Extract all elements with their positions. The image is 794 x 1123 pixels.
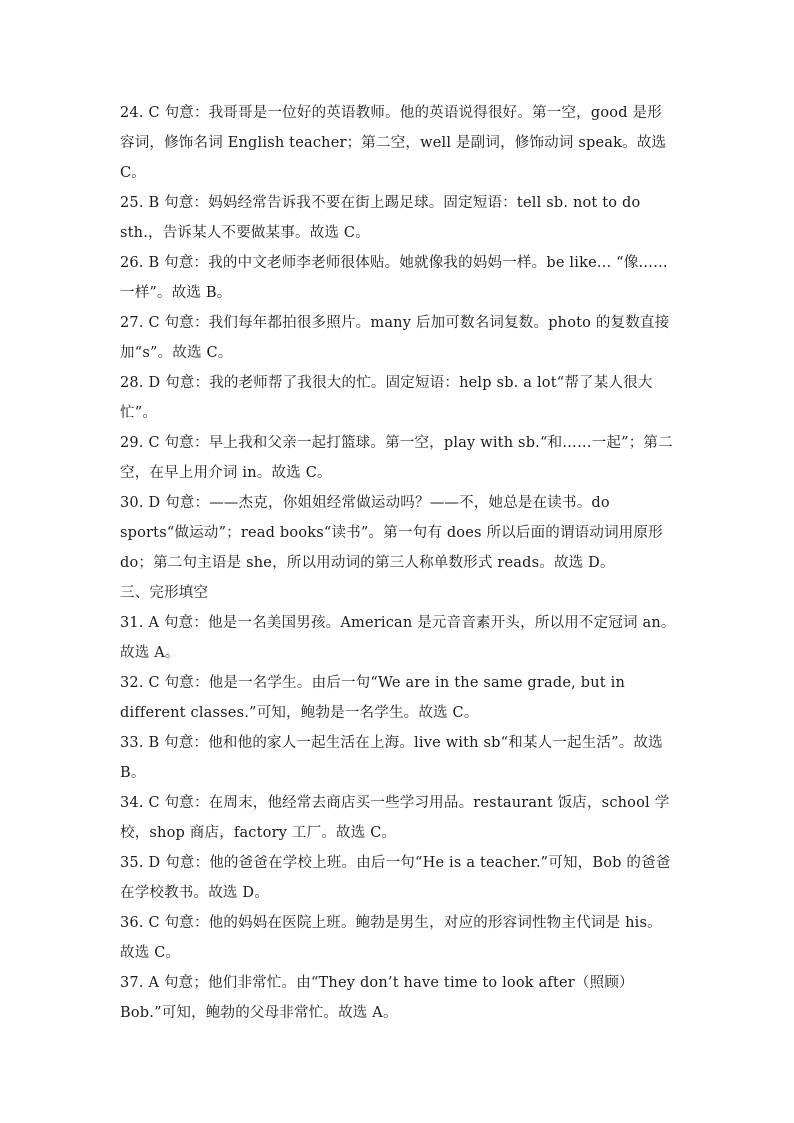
- answer-item-30: 30. D 句意：——杰克，你姐姐经常做运动吗？——不，她总是在读书。do sports“做运动”；read books“读书”。第一句有 does 所以后面的谓语动词用原形 do；第二句主语是 she，所以用动词的第三人称单数形式 reads。故选 D。: [120, 495, 663, 571]
- answer-document: [120, 98, 676, 1028]
- answer-item-32: 32. C 句意：他是一名学生。由后一句“We are in the same grade, but in different classes.”可知，鲍勃是一名学生。故选 C。: [120, 675, 626, 721]
- answer-item-29: 29. C 句意：早上我和父亲一起打篮球。第一空，play with sb.“和……一起”；第二空，在早上用介词 in。故选 C。: [120, 435, 673, 481]
- answer-item-27: 27. C 句意：我们每年都拍很多照片。many 后加可数名词复数。photo 的复数直接加“s”。故选 C。: [120, 315, 670, 361]
- answer-item-36: 36. C 句意：他的妈妈在医院上班。鲍勃是男生，对应的形容词性物主代词是 his。故选 C。: [120, 915, 662, 961]
- answer-item-34: 34. C 句意：在周末，他经常去商店买一些学习用品。restaurant 饭店，school 学校，shop 商店，factory 工厂。故选 C。: [120, 795, 670, 841]
- answer-item-35: 35. D 句意：他的爸爸在学校上班。由后一句“He is a teacher.”可知，Bob 的爸爸在学校教书。故选 D。: [120, 855, 671, 901]
- section-heading: 三、完形填空: [120, 585, 209, 601]
- answer-item-33: 33. B 句意：他和他的家人一起生活在上海。live with sb“和某人一起生活”。故选 B。: [120, 735, 663, 781]
- answer-item-28: 28. D 句意：我的老师帮了我很大的忙。固定短语：help sb. a lot“帮了某人很大忙”。: [120, 375, 653, 421]
- answer-item-24: 24. C 句意：我哥哥是一位好的英语教师。他的英语说得很好。第一空，good 是形容词，修饰名词 English teacher；第二空，well 是副词，修饰动词 speak。故选 C。: [120, 105, 667, 181]
- answer-item-26: 26. B 句意：我的中文老师李老师很体贴。她就像我的妈妈一样。be like... “像……一样”。故选 B。: [120, 255, 668, 301]
- answer-item-37: 37. A 句意；他们非常忙。由“They don’t have time to look after（照顾）Bob.”可知，鲍勃的父母非常忙。故选 A。: [120, 975, 634, 1021]
- answer-item-31: 31. A 句意：他是一名美国男孩。American 是元音音素开头，所以用不定冠词 an。故选 A。: [120, 615, 676, 661]
- answer-item-25: 25. B 句意：妈妈经常告诉我不要在街上踢足球。固定短语：tell sb. not to do sth.，告诉某人不要做某事。故选 C。: [120, 195, 641, 241]
